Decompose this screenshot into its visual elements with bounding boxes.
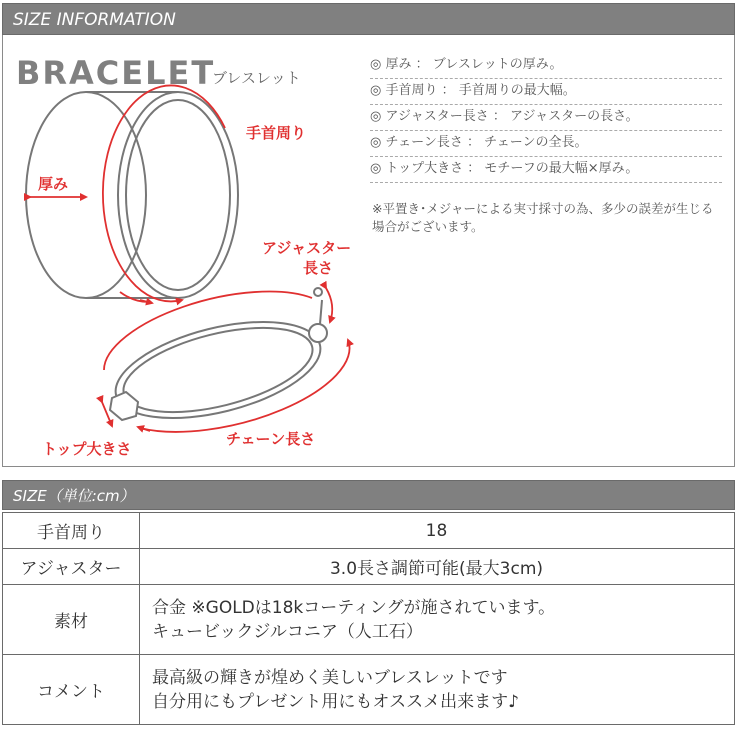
row-value: [140, 585, 735, 655]
legend-list: [370, 53, 722, 183]
row-value: [140, 655, 735, 725]
label-wrist: 手首周り: [246, 124, 307, 142]
row-label: 手首周り: [3, 513, 140, 549]
wrist-arrow: [103, 85, 225, 301]
row-label: コメント: [3, 655, 140, 725]
size-information-header: SIZE INFORMATION: [2, 3, 735, 35]
measurement-note: ※平置き･メジャーによる実寸採寸の為、多少の誤差が生じる場合がございます。: [372, 201, 714, 234]
product-subtitle: ブレスレット: [212, 69, 301, 87]
label-adjuster-1: アジャスター: [262, 239, 352, 257]
row-label: 素材: [3, 585, 140, 655]
table-row: [3, 585, 735, 655]
bangle-drawing: [26, 92, 238, 298]
chain-drawing: [106, 288, 330, 436]
legend-item: ◎ トップ大きさ ： モチーフの最大幅×厚み。: [370, 157, 722, 183]
legend-item: ◎ 厚み ： ブレスレットの厚み。: [370, 53, 722, 79]
material-line-2: キュービックジルコニア（人工石）: [152, 621, 423, 642]
size-header: SIZE（単位:cm）: [2, 480, 735, 510]
table-row: [3, 513, 735, 549]
material-line-1: 合金 ※GOLDは18kコーティングが施されています。: [152, 597, 556, 618]
label-adjuster-2: 長さ: [303, 259, 334, 277]
comment-line-1: 最高級の輝きが煌めく美しいブレスレットです: [152, 667, 508, 688]
label-thickness: 厚み: [38, 175, 69, 193]
legend-item: ◎ チェーン長さ ： チェーンの全長。: [370, 131, 722, 157]
label-top-size: トップ大きさ: [42, 440, 132, 458]
row-value: 3.0長さ調節可能(最大3cm): [140, 549, 735, 585]
table-row: [3, 549, 735, 585]
size-table: [2, 512, 735, 725]
label-chain: チェーン長さ: [226, 430, 316, 448]
row-label: アジャスター: [3, 549, 140, 585]
legend-item: ◎ アジャスター長さ ： アジャスターの長さ。: [370, 105, 722, 131]
product-title: BRACELET: [16, 54, 216, 92]
legend-item: ◎ 手首周り ： 手首周りの最大幅。: [370, 79, 722, 105]
adjuster-arrow: [326, 288, 332, 322]
comment-line-2: 自分用にもプレゼント用にもオススメ出来ます♪: [152, 691, 519, 712]
row-value: 18: [140, 513, 735, 549]
table-row: [3, 655, 735, 725]
